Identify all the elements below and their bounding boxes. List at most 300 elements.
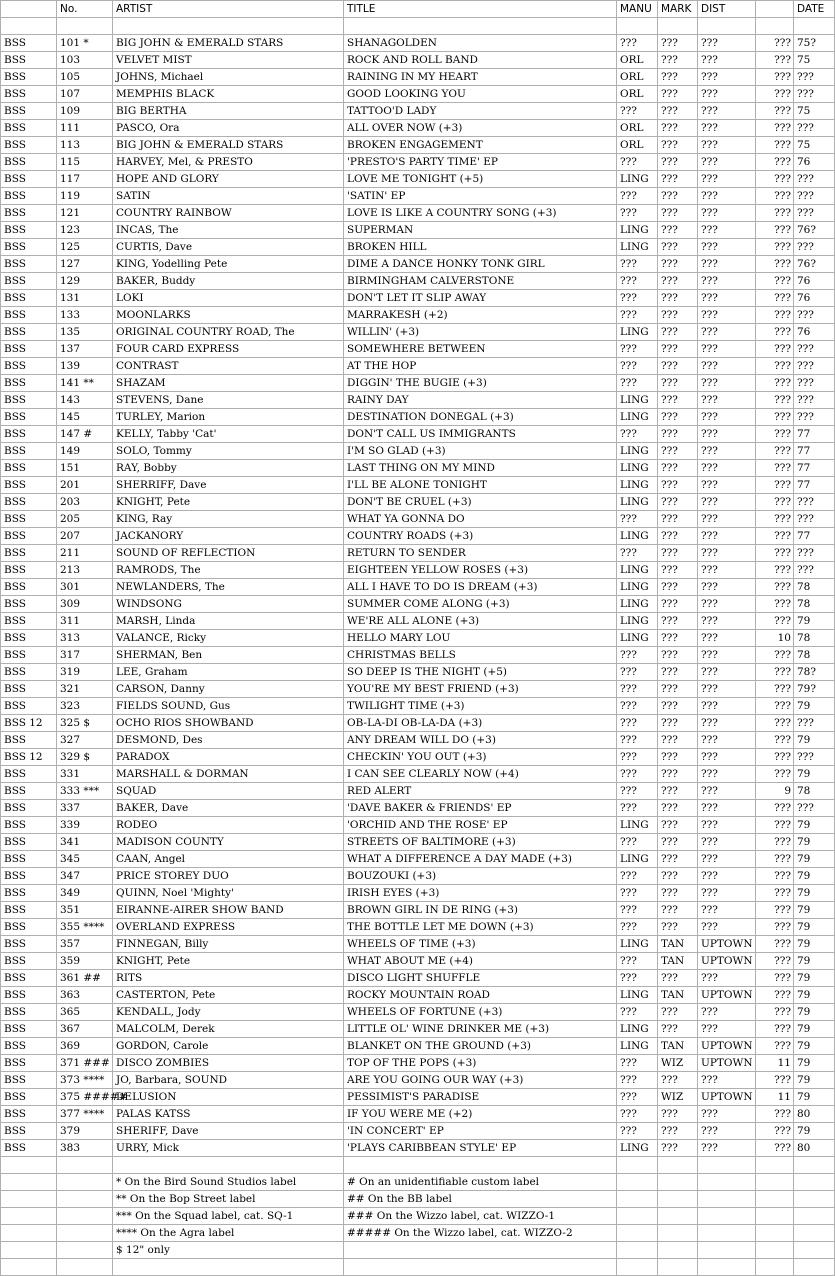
manu-cell: ??? <box>617 1089 658 1106</box>
cat-no-cell: 113 <box>57 137 113 154</box>
table-row <box>1 681 835 698</box>
dist-cell: ??? <box>698 817 756 834</box>
label-cell: BSS <box>1 834 57 851</box>
cat-no-cell: 129 <box>57 273 113 290</box>
extra-cell: ??? <box>756 324 794 341</box>
table-row <box>1 256 835 273</box>
table-row <box>1 239 835 256</box>
table-row <box>1 851 835 868</box>
date-cell: 79 <box>794 936 835 953</box>
footnote-right: ##### On the Wizzo label, cat. WIZZO-2 <box>344 1225 617 1242</box>
cat-no-cell: 337 <box>57 800 113 817</box>
date-cell <box>794 1157 835 1174</box>
mark-cell: ??? <box>658 222 698 239</box>
footnote-left: $ 12" only <box>113 1242 344 1259</box>
label-cell: BSS <box>1 698 57 715</box>
label-cell: BSS <box>1 987 57 1004</box>
cat-no-cell: 311 <box>57 613 113 630</box>
mark-cell: ??? <box>658 698 698 715</box>
manu-cell: LING <box>617 443 658 460</box>
cat-no-cell: 383 <box>57 1140 113 1157</box>
label-cell: BSS <box>1 375 57 392</box>
mark-cell: ??? <box>658 409 698 426</box>
title-cell: I'M SO GLAD (+3) <box>344 443 617 460</box>
extra-cell: ??? <box>756 1038 794 1055</box>
manu-cell: ??? <box>617 1123 658 1140</box>
dist-cell: ??? <box>698 1021 756 1038</box>
manu-cell: LING <box>617 409 658 426</box>
manu-cell: LING <box>617 171 658 188</box>
manu-cell: ??? <box>617 749 658 766</box>
dist-cell: ??? <box>698 783 756 800</box>
manu-cell: LING <box>617 528 658 545</box>
label-cell: BSS <box>1 613 57 630</box>
date-cell: ??? <box>794 562 835 579</box>
cat-no-cell: 359 <box>57 953 113 970</box>
cat-no-cell <box>57 1157 113 1174</box>
table-row <box>1 1038 835 1055</box>
title-cell: AT THE HOP <box>344 358 617 375</box>
extra-cell: 10 <box>756 630 794 647</box>
dist-cell: ??? <box>698 358 756 375</box>
mark-cell: TAN <box>658 987 698 1004</box>
label-cell: BSS <box>1 596 57 613</box>
artist-cell: VELVET MIST <box>113 52 344 69</box>
title-cell: SOMEWHERE BETWEEN <box>344 341 617 358</box>
extra-cell: ??? <box>756 120 794 137</box>
date-cell: 79 <box>794 902 835 919</box>
cat-no-cell: 143 <box>57 392 113 409</box>
title-cell: LAST THING ON MY MIND <box>344 460 617 477</box>
extra-cell: ??? <box>756 817 794 834</box>
date-cell: ??? <box>794 494 835 511</box>
extra-cell: ??? <box>756 885 794 902</box>
mark-cell: WIZ <box>658 1055 698 1072</box>
date-cell: ??? <box>794 188 835 205</box>
mark-cell: ??? <box>658 664 698 681</box>
extra-cell: 11 <box>756 1055 794 1072</box>
mark-cell: ??? <box>658 732 698 749</box>
artist-cell: QUINN, Noel 'Mighty' <box>113 885 344 902</box>
title-cell: SUMMER COME ALONG (+3) <box>344 596 617 613</box>
date-cell: 77 <box>794 528 835 545</box>
label-cell: BSS <box>1 953 57 970</box>
dist-cell: ??? <box>698 1072 756 1089</box>
cat-no-cell: 141 ** <box>57 375 113 392</box>
date-cell: 79 <box>794 1072 835 1089</box>
cat-no-cell: 207 <box>57 528 113 545</box>
label-cell: BSS <box>1 681 57 698</box>
table-row <box>1 1089 835 1106</box>
mark-cell: ??? <box>658 528 698 545</box>
manu-cell: LING <box>617 851 658 868</box>
empty-cell <box>57 1208 113 1225</box>
table-row <box>1 630 835 647</box>
date-cell: 76 <box>794 290 835 307</box>
table-row <box>1 732 835 749</box>
cat-no-cell: 325 $ <box>57 715 113 732</box>
artist-cell: HARVEY, Mel, & PRESTO <box>113 154 344 171</box>
manu-cell: ??? <box>617 885 658 902</box>
empty-cell <box>756 1208 794 1225</box>
footnote-row <box>1 1242 835 1259</box>
cat-no-cell: 101 * <box>57 35 113 52</box>
date-cell: 79 <box>794 766 835 783</box>
mark-cell: ??? <box>658 239 698 256</box>
empty-cell <box>794 1208 835 1225</box>
date-cell: ??? <box>794 392 835 409</box>
artist-cell: GORDON, Carole <box>113 1038 344 1055</box>
cat-no-cell: 147 # <box>57 426 113 443</box>
date-cell: 79 <box>794 953 835 970</box>
table-row <box>1 885 835 902</box>
label-cell: BSS <box>1 460 57 477</box>
table-row <box>1 902 835 919</box>
cat-no-cell: 123 <box>57 222 113 239</box>
manu-cell: ??? <box>617 698 658 715</box>
mark-cell <box>658 1259 698 1276</box>
title-cell: BROKEN ENGAGEMENT <box>344 137 617 154</box>
dist-cell <box>698 1259 756 1276</box>
title-cell: OB-LA-DI OB-LA-DA (+3) <box>344 715 617 732</box>
title-cell: I CAN SEE CLEARLY NOW (+4) <box>344 766 617 783</box>
cat-no-cell: 321 <box>57 681 113 698</box>
artist-cell: ORIGINAL COUNTRY ROAD, The <box>113 324 344 341</box>
extra-cell: ??? <box>756 868 794 885</box>
extra-cell: ??? <box>756 511 794 528</box>
cat-no-cell: 377 **** <box>57 1106 113 1123</box>
mark-cell: ??? <box>658 834 698 851</box>
extra-cell: ??? <box>756 596 794 613</box>
manu-cell: ??? <box>617 290 658 307</box>
extra-cell: ??? <box>756 35 794 52</box>
artist-cell <box>113 1259 344 1276</box>
extra-cell: ??? <box>756 698 794 715</box>
manu-cell: LING <box>617 936 658 953</box>
extra-cell: ??? <box>756 409 794 426</box>
artist-cell: OCHO RIOS SHOWBAND <box>113 715 344 732</box>
table-row <box>1 120 835 137</box>
cat-no-cell: 103 <box>57 52 113 69</box>
manu-cell: ??? <box>617 154 658 171</box>
artist-cell: KNIGHT, Pete <box>113 494 344 511</box>
date-cell: 78 <box>794 630 835 647</box>
artist-cell: FINNEGAN, Billy <box>113 936 344 953</box>
manu-cell: LING <box>617 1038 658 1055</box>
table-row <box>1 443 835 460</box>
title-cell: ANY DREAM WILL DO (+3) <box>344 732 617 749</box>
extra-cell: ??? <box>756 1021 794 1038</box>
artist-cell: BAKER, Dave <box>113 800 344 817</box>
label-cell: BSS <box>1 120 57 137</box>
manu-cell: ??? <box>617 715 658 732</box>
empty-cell <box>698 1208 756 1225</box>
date-cell: 79 <box>794 613 835 630</box>
dist-cell: ??? <box>698 205 756 222</box>
table-row <box>1 970 835 987</box>
extra-cell: ??? <box>756 528 794 545</box>
artist-cell: MALCOLM, Derek <box>113 1021 344 1038</box>
extra-cell: ??? <box>756 1072 794 1089</box>
dist-cell: UPTOWN <box>698 987 756 1004</box>
artist-cell: SATIN <box>113 188 344 205</box>
mark-cell: ??? <box>658 715 698 732</box>
table-row <box>1 409 835 426</box>
mark-cell: ??? <box>658 375 698 392</box>
extra-cell <box>756 18 794 35</box>
manu-cell: ??? <box>617 375 658 392</box>
title-cell: 'IN CONCERT' EP <box>344 1123 617 1140</box>
table-row <box>1 715 835 732</box>
label-cell: BSS <box>1 630 57 647</box>
empty-cell <box>658 1225 698 1242</box>
manu-cell: LING <box>617 579 658 596</box>
manu-cell: ??? <box>617 834 658 851</box>
date-cell: 77 <box>794 477 835 494</box>
label-cell: BSS <box>1 970 57 987</box>
date-cell: ??? <box>794 86 835 103</box>
table-row <box>1 222 835 239</box>
footnote-right <box>344 1242 617 1259</box>
artist-cell: SHERMAN, Ben <box>113 647 344 664</box>
manu-cell: LING <box>617 987 658 1004</box>
cat-no-cell: 375 ##### <box>57 1089 113 1106</box>
title-cell: GOOD LOOKING YOU <box>344 86 617 103</box>
date-cell: 78 <box>794 647 835 664</box>
date-cell: 80 <box>794 1106 835 1123</box>
manu-cell: ??? <box>617 426 658 443</box>
dist-cell <box>698 18 756 35</box>
manu-cell: ??? <box>617 766 658 783</box>
manu-cell: ??? <box>617 919 658 936</box>
manu-cell: LING <box>617 239 658 256</box>
table-row <box>1 154 835 171</box>
artist-cell: KNIGHT, Pete <box>113 953 344 970</box>
artist-cell: ARTIST <box>113 1 344 18</box>
label-cell: BSS <box>1 647 57 664</box>
title-cell: LOVE ME TONIGHT (+5) <box>344 171 617 188</box>
artist-cell: BAKER, Buddy <box>113 273 344 290</box>
cat-no-cell: 355 **** <box>57 919 113 936</box>
title-cell: DON'T LET IT SLIP AWAY <box>344 290 617 307</box>
dist-cell: ??? <box>698 443 756 460</box>
manu-cell: ??? <box>617 647 658 664</box>
manu-cell: LING <box>617 460 658 477</box>
artist-cell: TURLEY, Marion <box>113 409 344 426</box>
mark-cell: ??? <box>658 307 698 324</box>
artist-cell: LOKI <box>113 290 344 307</box>
title-cell: EIGHTEEN YELLOW ROSES (+3) <box>344 562 617 579</box>
artist-cell: BIG BERTHA <box>113 103 344 120</box>
extra-cell: ??? <box>756 205 794 222</box>
cat-no-cell: 125 <box>57 239 113 256</box>
date-cell: 79 <box>794 970 835 987</box>
cat-no-cell: 117 <box>57 171 113 188</box>
dist-cell: ??? <box>698 290 756 307</box>
date-cell: 80 <box>794 1140 835 1157</box>
extra-cell: ??? <box>756 800 794 817</box>
extra-cell: ??? <box>756 154 794 171</box>
cat-no-cell: 105 <box>57 69 113 86</box>
manu-cell: LING <box>617 324 658 341</box>
title-cell: WHEELS OF FORTUNE (+3) <box>344 1004 617 1021</box>
table-row <box>1 1021 835 1038</box>
dist-cell: ??? <box>698 715 756 732</box>
footnote-left: * On the Bird Sound Studios label <box>113 1174 344 1191</box>
extra-cell <box>756 1 794 18</box>
cat-no-cell: 357 <box>57 936 113 953</box>
manu-cell: LING <box>617 613 658 630</box>
manu-cell: ??? <box>617 681 658 698</box>
extra-cell: ??? <box>756 749 794 766</box>
artist-cell: SHERIFF, Dave <box>113 1123 344 1140</box>
empty-cell <box>698 1191 756 1208</box>
title-cell: RETURN TO SENDER <box>344 545 617 562</box>
mark-cell: ??? <box>658 256 698 273</box>
artist-cell: RAMRODS, The <box>113 562 344 579</box>
mark-cell: ??? <box>658 137 698 154</box>
dist-cell: ??? <box>698 562 756 579</box>
extra-cell: ??? <box>756 222 794 239</box>
label-cell: BSS <box>1 1072 57 1089</box>
artist-cell: MEMPHIS BLACK <box>113 86 344 103</box>
label-cell <box>1 1157 57 1174</box>
artist-cell: PRICE STOREY DUO <box>113 868 344 885</box>
empty-cell <box>1 1225 57 1242</box>
artist-cell: KING, Yodelling Pete <box>113 256 344 273</box>
title-cell: I'LL BE ALONE TONIGHT <box>344 477 617 494</box>
artist-cell: SQUAD <box>113 783 344 800</box>
extra-cell: ??? <box>756 443 794 460</box>
dist-cell: ??? <box>698 171 756 188</box>
cat-no-cell: 109 <box>57 103 113 120</box>
cat-no-cell: 327 <box>57 732 113 749</box>
empty-cell <box>794 1174 835 1191</box>
extra-cell: ??? <box>756 358 794 375</box>
cat-no-cell: 139 <box>57 358 113 375</box>
title-cell: DON'T BE CRUEL (+3) <box>344 494 617 511</box>
title-cell: ALL OVER NOW (+3) <box>344 120 617 137</box>
extra-cell: ??? <box>756 902 794 919</box>
table-row <box>1 596 835 613</box>
artist-cell: MOONLARKS <box>113 307 344 324</box>
cat-no-cell: 131 <box>57 290 113 307</box>
dist-cell: ??? <box>698 885 756 902</box>
date-cell: ??? <box>794 341 835 358</box>
mark-cell: ??? <box>658 341 698 358</box>
artist-cell: EIRANNE-AIRER SHOW BAND <box>113 902 344 919</box>
dist-cell: ??? <box>698 528 756 545</box>
date-cell: ??? <box>794 511 835 528</box>
label-cell: BSS <box>1 511 57 528</box>
label-cell: BSS <box>1 52 57 69</box>
dist-cell: ??? <box>698 596 756 613</box>
title-cell: DISCO LIGHT SHUFFLE <box>344 970 617 987</box>
manu-cell: LING <box>617 477 658 494</box>
extra-cell: ??? <box>756 477 794 494</box>
manu-cell <box>617 18 658 35</box>
manu-cell: ??? <box>617 1072 658 1089</box>
mark-cell: TAN <box>658 953 698 970</box>
cat-no-cell: 119 <box>57 188 113 205</box>
cat-no-cell: 133 <box>57 307 113 324</box>
title-cell <box>344 1157 617 1174</box>
mark-cell: ??? <box>658 1123 698 1140</box>
extra-cell: ??? <box>756 1106 794 1123</box>
date-cell: 79 <box>794 1038 835 1055</box>
artist-cell: BIG JOHN & EMERALD STARS <box>113 137 344 154</box>
manu-cell: MANU <box>617 1 658 18</box>
label-cell: BSS <box>1 154 57 171</box>
dist-cell: ??? <box>698 749 756 766</box>
mark-cell: ??? <box>658 290 698 307</box>
title-cell: COUNTRY ROADS (+3) <box>344 528 617 545</box>
artist-cell: DELUSION <box>113 1089 344 1106</box>
mark-cell: ??? <box>658 613 698 630</box>
empty-cell <box>1 1191 57 1208</box>
manu-cell: ORL <box>617 69 658 86</box>
extra-cell: ??? <box>756 613 794 630</box>
date-cell: 76 <box>794 324 835 341</box>
artist-cell: JO, Barbara, SOUND <box>113 1072 344 1089</box>
mark-cell: ??? <box>658 52 698 69</box>
extra-cell: ??? <box>756 766 794 783</box>
table-row <box>1 545 835 562</box>
dist-cell: ??? <box>698 103 756 120</box>
title-cell: BROWN GIRL IN DE RING (+3) <box>344 902 617 919</box>
cat-no-cell: 351 <box>57 902 113 919</box>
empty-cell <box>617 1191 658 1208</box>
extra-cell: ??? <box>756 256 794 273</box>
dist-cell: ??? <box>698 800 756 817</box>
artist-cell: STEVENS, Dane <box>113 392 344 409</box>
cat-no-cell: 361 ## <box>57 970 113 987</box>
extra-cell: ??? <box>756 919 794 936</box>
extra-cell: ??? <box>756 562 794 579</box>
date-cell: 77 <box>794 443 835 460</box>
table-row <box>1 171 835 188</box>
label-cell: BSS <box>1 1123 57 1140</box>
title-cell: STREETS OF BALTIMORE (+3) <box>344 834 617 851</box>
artist-cell: KING, Ray <box>113 511 344 528</box>
mark-cell: ??? <box>658 35 698 52</box>
mark-cell: ??? <box>658 783 698 800</box>
cat-no-cell: 329 $ <box>57 749 113 766</box>
date-cell: 75 <box>794 103 835 120</box>
manu-cell: ORL <box>617 137 658 154</box>
manu-cell: ??? <box>617 103 658 120</box>
title-cell: SUPERMAN <box>344 222 617 239</box>
extra-cell: ??? <box>756 460 794 477</box>
artist-cell: PALAS KATSS <box>113 1106 344 1123</box>
artist-cell <box>113 18 344 35</box>
table-row <box>1 494 835 511</box>
title-cell: TATTOO'D LADY <box>344 103 617 120</box>
extra-cell <box>756 1157 794 1174</box>
date-cell: 79 <box>794 919 835 936</box>
title-cell: BOUZOUKI (+3) <box>344 868 617 885</box>
dist-cell: ??? <box>698 154 756 171</box>
artist-cell: MADISON COUNTY <box>113 834 344 851</box>
label-cell: BSS <box>1 902 57 919</box>
mark-cell: ??? <box>658 1004 698 1021</box>
title-cell: WILLIN' (+3) <box>344 324 617 341</box>
artist-cell: JACKANORY <box>113 528 344 545</box>
manu-cell: ??? <box>617 188 658 205</box>
label-cell: BSS <box>1 137 57 154</box>
artist-cell: INCAS, The <box>113 222 344 239</box>
dist-cell: ??? <box>698 86 756 103</box>
